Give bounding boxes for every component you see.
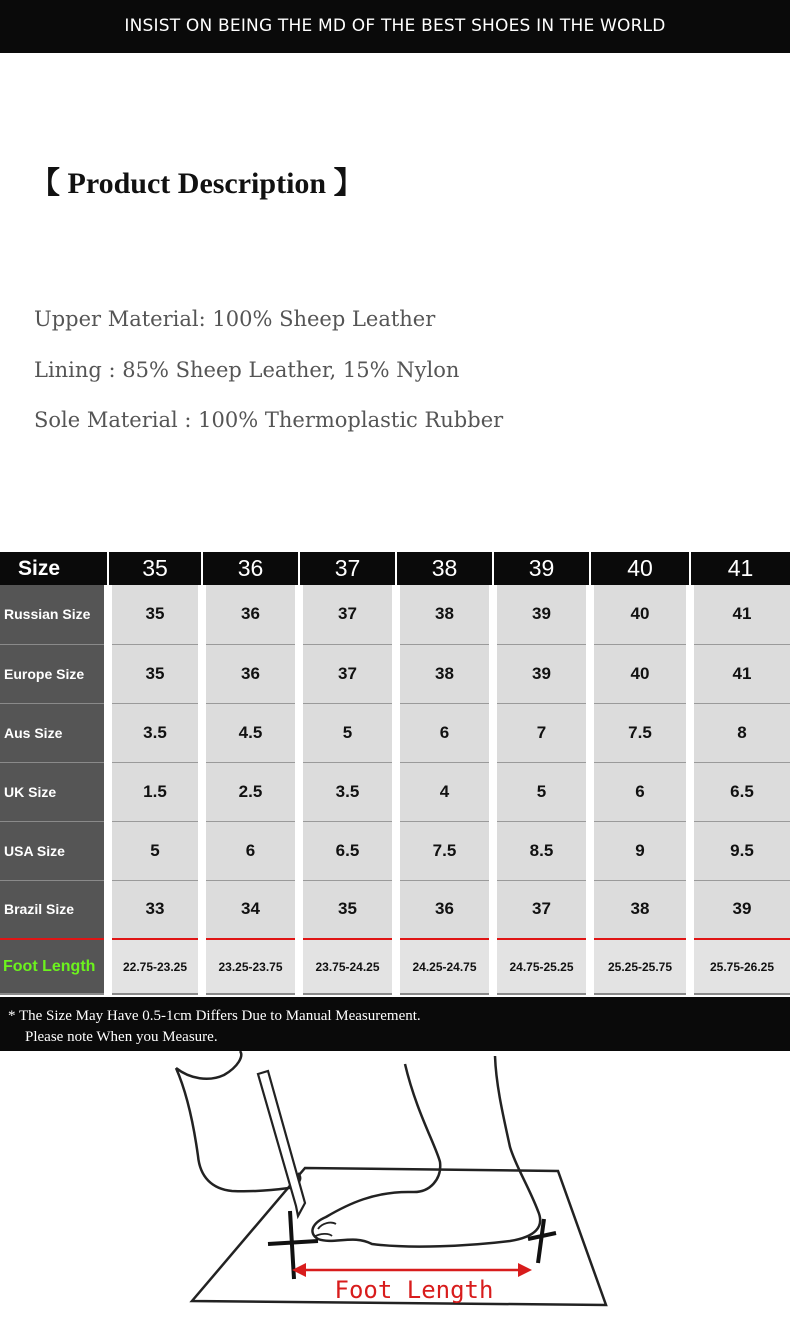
size-header-cell: 40 [590,552,690,585]
table-cell: 25.25-25.75 [590,939,690,994]
table-row-russian-size [0,585,790,644]
size-header-row [0,552,790,585]
table-cell: 8.5 [493,821,590,880]
table-cell: 37 [493,880,590,939]
table-cell: 9 [590,821,690,880]
table-row-foot-length [0,939,790,994]
size-header-cell: 35 [108,552,202,585]
table-cell: 6 [202,821,299,880]
section-title: 【 Product Description 】 [30,167,364,200]
table-cell: 38 [396,644,493,703]
table-row-usa-size [0,821,790,880]
table-cell: 8 [690,703,790,762]
table-cell: 6 [590,762,690,821]
table-cell: 7.5 [396,821,493,880]
table-cell: 5 [493,762,590,821]
table-cell: 36 [396,880,493,939]
table-cell: 25.75-26.25 [690,939,790,994]
table-cell: 7 [493,703,590,762]
table-row-europe-size [0,644,790,703]
row-label: Europe Size [0,644,108,703]
table-cell: 3.5 [299,762,396,821]
table-cell: 5 [108,821,202,880]
table-cell: 6.5 [299,821,396,880]
table-cell: 7.5 [590,703,690,762]
table-cell: 36 [202,644,299,703]
table-cell: 4.5 [202,703,299,762]
table-cell: 38 [590,880,690,939]
table-cell: 24.25-24.75 [396,939,493,994]
size-header-cell: 37 [299,552,396,585]
foot-length-caption: Foot Length [334,1276,494,1304]
table-cell: 2.5 [202,762,299,821]
table-cell: 5 [299,703,396,762]
table-row-brazil-size [0,880,790,939]
size-header-cell: 41 [690,552,790,585]
table-cell: 9.5 [690,821,790,880]
table-cell: 36 [202,585,299,644]
foot-length-label: Foot Length [0,939,108,994]
table-cell: 22.75-23.25 [108,939,202,994]
table-cell: 37 [299,644,396,703]
table-cell: 35 [108,644,202,703]
table-cell: 35 [299,880,396,939]
size-header-cell: 38 [396,552,493,585]
size-header-label: Size [0,552,108,585]
row-label: Russian Size [0,585,108,644]
table-cell: 39 [493,644,590,703]
table-cell: 39 [493,585,590,644]
note-line-2: Please note When you Measure. [25,1029,218,1045]
table-cell: 37 [299,585,396,644]
size-header-cell: 39 [493,552,590,585]
row-label: Brazil Size [0,880,108,939]
row-label: USA Size [0,821,108,880]
spec-sole-material: Sole Material : 100% Thermoplastic Rubber [34,408,504,432]
size-header-cell: 36 [202,552,299,585]
table-cell: 6.5 [690,762,790,821]
table-cell: 40 [590,644,690,703]
table-cell: 1.5 [108,762,202,821]
table-cell: 34 [202,880,299,939]
size-chart-table [0,552,790,995]
spec-lining: Lining : 85% Sheep Leather, 15% Nylon [34,358,460,382]
row-label: Aus Size [0,703,108,762]
table-cell: 33 [108,880,202,939]
table-cell: 41 [690,585,790,644]
table-cell: 6 [396,703,493,762]
table-row-aus-size [0,703,790,762]
table-cell: 38 [396,585,493,644]
table-cell: 41 [690,644,790,703]
top-banner: INSIST ON BEING THE MD OF THE BEST SHOES IN THE WORLD [0,0,790,53]
table-cell: 3.5 [108,703,202,762]
table-cell: 35 [108,585,202,644]
spec-upper-material: Upper Material: 100% Sheep Leather [34,307,436,331]
table-cell: 23.25-23.75 [202,939,299,994]
table-cell: 39 [690,880,790,939]
table-cell: 23.75-24.25 [299,939,396,994]
row-label: UK Size [0,762,108,821]
foot-measuring-illustration [0,1051,790,1332]
table-cell: 40 [590,585,690,644]
measurement-note [0,997,790,1051]
note-line-1: * The Size May Have 0.5-1cm Differs Due to Manual Measurement. [8,1008,421,1024]
table-cell: 4 [396,762,493,821]
table-cell: 24.75-25.25 [493,939,590,994]
table-row-uk-size [0,762,790,821]
